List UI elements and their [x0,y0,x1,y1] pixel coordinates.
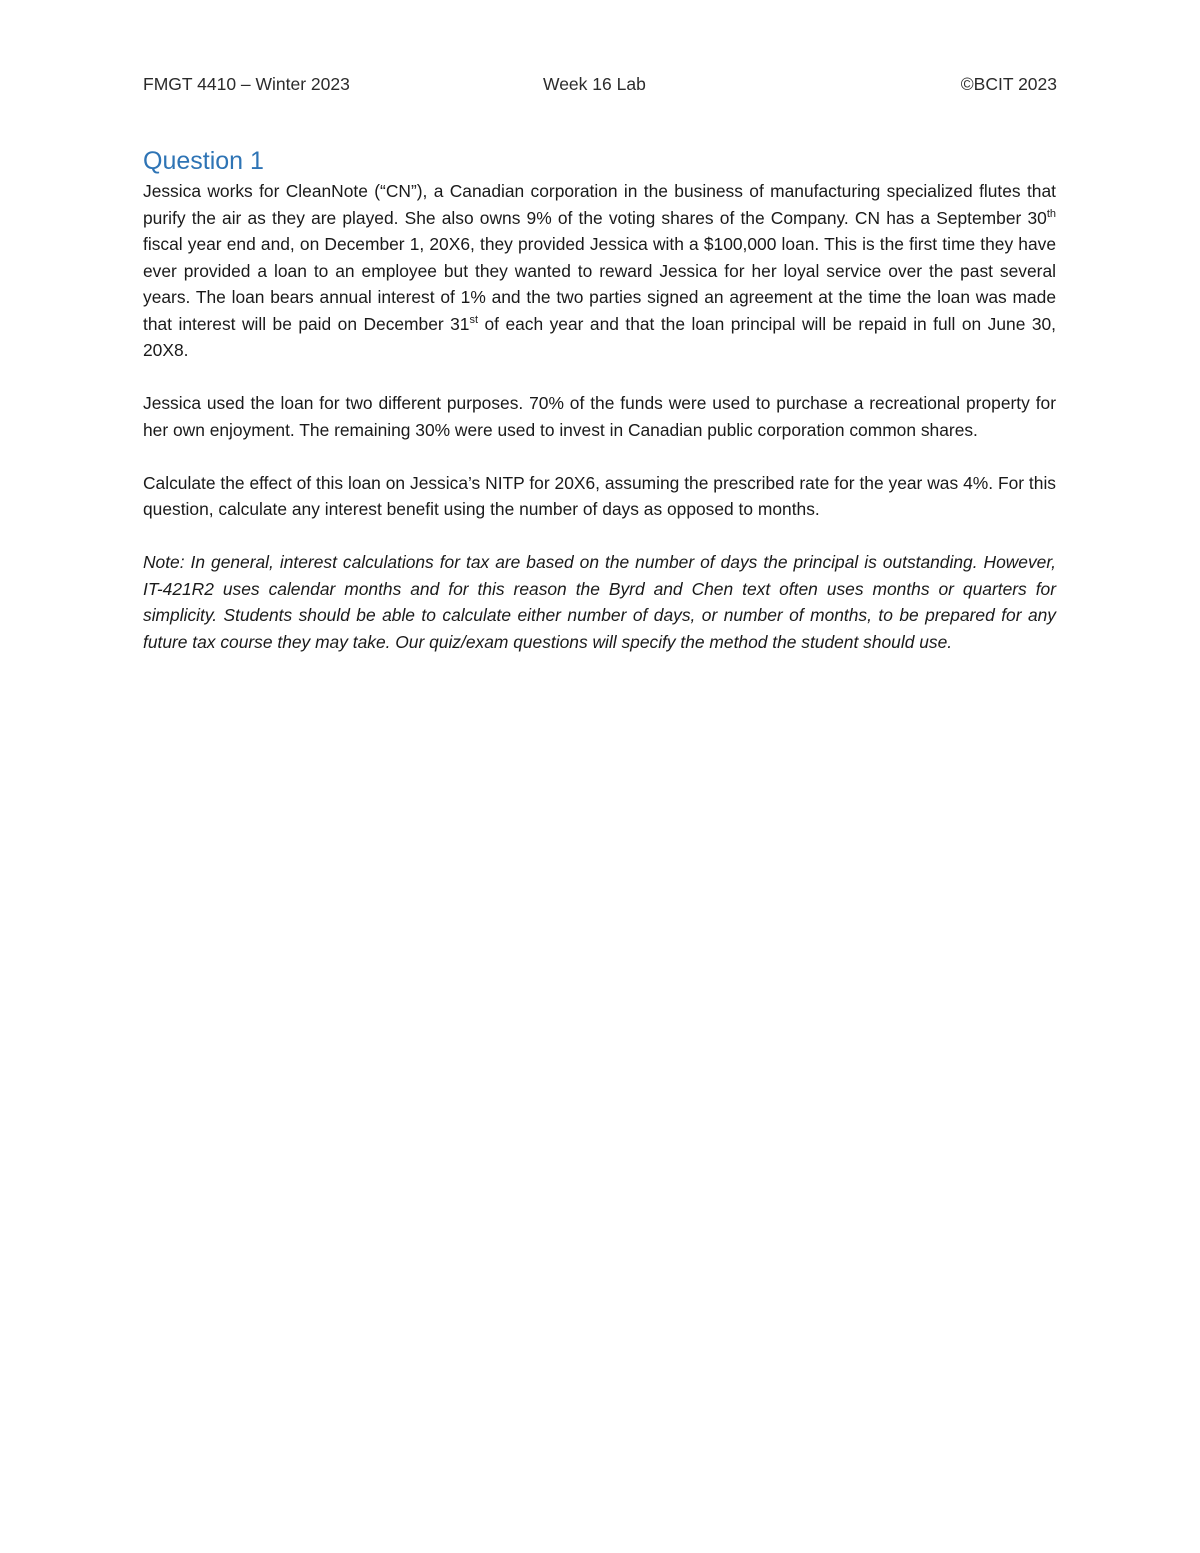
question-heading: Question 1 [143,147,264,175]
superscript-th: th [1046,207,1056,220]
task-paragraph: Calculate the effect of this loan on Jessica’s NITP for 20X6, assuming the prescribed rate for the year was 4%. For this question, calculate any interest benefit using the number of days as opposed to months. [143,472,1056,519]
scenario-text-part-2: fiscal year end and, on December 1, 20X6, they provided Jessica with a $100,000 loan. This is the first time they have ever provided a loan to an employee but they wanted to reward Jessica for her loyal service over the past several years. The loan bears annual interest of 1% and the two parties signed an agreement at the time the loan was made that interest will be paid on December 31 [143,234,1056,334]
header-lab-title: Week 16 Lab [543,74,646,94]
note-paragraph: Note: In general, interest calculations for tax are based on the number of days the principal is outstanding. However, IT-421R2 uses calendar months and for this reason the Byrd and Chen text often uses months or quarters for simplicity. Students should be able to calculate either number of days, or number of months, to be prepared for any future tax course they may take. Our quiz/exam questions will specify the method the student should use. [143,552,1056,652]
loan-usage-paragraph: Jessica used the loan for two different purposes. 70% of the funds were used to purchase a recreational property for her own enjoyment. The remaining 30% were used to invest in Canadian public corporation common shares. [143,393,1056,440]
page-header [143,74,1057,98]
header-course: FMGT 4410 – Winter 2023 [143,74,350,94]
scenario-text-part-1: Jessica works for CleanNote (“CN”), a Canadian corporation in the business of manufacturing specialized flutes that purify the air as they are played. She also owns 9% of the voting shares of the Company. CN has a September 30 [143,181,1056,228]
document-body [143,144,1056,682]
header-copyright: ©BCIT 2023 [960,74,1057,94]
question-scenario-paragraph [143,178,1056,364]
scenario-text-part-3: of each year and that the loan principal will be repaid in full on June 30, 20X8. [143,313,1056,360]
superscript-st: st [469,313,479,326]
